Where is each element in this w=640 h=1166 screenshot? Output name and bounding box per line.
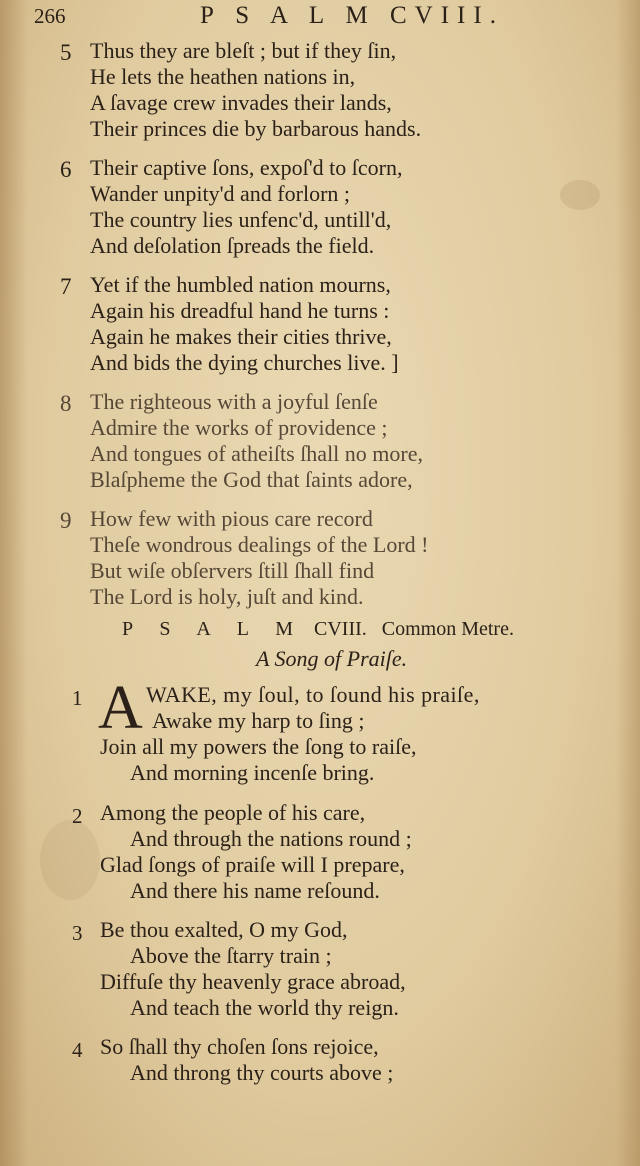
verse-line: Be thou exalted, O my God, <box>100 917 348 942</box>
verse-number: 1 <box>72 686 83 710</box>
stanza-3 <box>60 917 620 1021</box>
stanza-5 <box>60 38 620 142</box>
stanza-4 <box>60 1034 620 1086</box>
psalm-metre: Common Metre. <box>381 618 514 640</box>
verse-line: He lets the heathen nations in, <box>90 64 356 89</box>
verse-line: Again his dreadful hand he turns : <box>90 298 390 323</box>
verse-number: 8 <box>60 391 72 416</box>
verse-line: Theſe wondrous dealings of the Lord ! <box>90 532 429 557</box>
verse-line: Thus they are bleſt ; but if they ſin, <box>90 38 397 63</box>
stanza-8 <box>60 389 620 493</box>
verse-line: The Lord is holy, juſt and kind. <box>90 584 364 609</box>
psalm-title-number: CVIII. <box>314 618 367 640</box>
verse-number: 5 <box>60 40 72 65</box>
verse-line: Blaſpheme the God that ſaints adore, <box>90 467 413 492</box>
verse-number: 6 <box>60 157 72 182</box>
verse-line: Again he makes their cities thrive, <box>90 324 392 349</box>
stanza-1 <box>60 674 620 786</box>
verse-line: Among the people of his care, <box>100 800 366 825</box>
psalm-heading <box>60 614 620 674</box>
stanza-6 <box>60 155 620 259</box>
verse-line: Join all my powers the ſong to raiſe, <box>100 734 417 759</box>
verse-line: A ſavage crew invades their lands, <box>90 90 392 115</box>
verse-line: Awake my harp to ſing ; <box>152 708 365 733</box>
verse-line: Admire the works of providence ; <box>90 415 388 440</box>
drop-cap: A <box>98 674 143 742</box>
verse-line: How few with pious care record <box>90 506 373 531</box>
verse-line: And teach the world thy reign. <box>130 995 399 1020</box>
verse-line: WAKE, my ſoul, to ſound his praiſe, <box>146 682 480 707</box>
verse-number: 4 <box>72 1038 83 1062</box>
verse-line: Their princes die by barbarous hands. <box>90 116 422 141</box>
verse-line: And bids the dying churches live. ] <box>90 350 399 375</box>
stanza-7 <box>60 272 620 376</box>
verse-line: Above the ſtarry train ; <box>130 943 332 968</box>
verse-line: And deſolation ſpreads the field. <box>90 233 375 258</box>
verse-line: So ſhall thy choſen ſons rejoice, <box>100 1034 379 1059</box>
page-number: 266 <box>34 4 66 28</box>
verse-line: And throng thy courts above ; <box>130 1060 394 1085</box>
stanza-9 <box>60 506 620 610</box>
verse-number: 7 <box>60 274 72 299</box>
verse-number: 9 <box>60 508 72 533</box>
verse-line: Yet if the humbled nation mourns, <box>90 272 391 297</box>
verse-number: 2 <box>72 804 83 828</box>
verse-line: And tongues of atheiſts ſhall no more, <box>90 441 423 466</box>
verse-line: The righteous with a joyful ſenſe <box>90 389 378 414</box>
verse-line: Glad ſongs of praiſe will I prepare, <box>100 852 405 877</box>
verse-line: Wander unpity'd and forlorn ; <box>90 181 351 206</box>
verse-number: 3 <box>72 921 83 945</box>
page-content <box>60 38 620 1099</box>
running-head: P S A L M CVIII. <box>200 2 504 29</box>
verse-line: Diffuſe thy heavenly grace abroad, <box>100 969 406 994</box>
page-header <box>0 2 640 32</box>
psalm-title-word: P S A L M <box>122 618 304 640</box>
psalm-subtitle: A Song of Praiſe. <box>256 646 408 671</box>
verse-line: The country lies unfenc'd, untill'd, <box>90 207 392 232</box>
verse-line: And morning incenſe bring. <box>130 760 375 785</box>
verse-line: And there his name reſound. <box>130 878 380 903</box>
verse-line: But wiſe obſervers ſtill ſhall find <box>90 558 375 583</box>
verse-line: And through the nations round ; <box>130 826 412 851</box>
stanza-2 <box>60 800 620 904</box>
psalm-title <box>60 614 620 644</box>
verse-line: Their captive ſons, expoſ'd to ſcorn, <box>90 155 403 180</box>
